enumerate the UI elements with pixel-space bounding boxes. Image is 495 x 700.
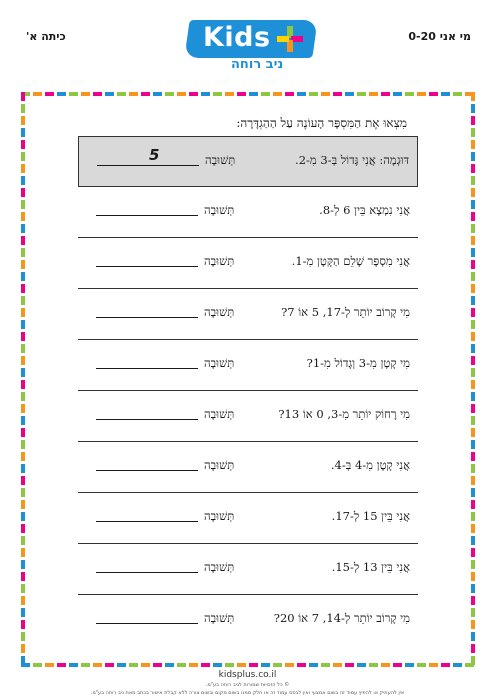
answer-line[interactable]	[96, 572, 198, 573]
answer-line[interactable]	[96, 521, 198, 522]
answer-label: תְּשׁוּבָה	[204, 305, 235, 319]
answer-line[interactable]	[96, 215, 198, 216]
question-text: מִי קָרוֹב יוֹתֵר לְ-17, 5 אוֹ 7?	[281, 305, 410, 319]
answer-label: תְּשׁוּבָה	[204, 458, 235, 472]
question-row	[78, 340, 418, 391]
example-row	[78, 136, 418, 187]
question-text: מִי קָטָן מִ-3 וְגָדוֹל מִ-1?	[306, 356, 410, 370]
answer-label: תְּשׁוּבָה	[204, 203, 235, 217]
answer-label: תְּשׁוּבָה	[204, 509, 235, 523]
logo-subtitle: ניב רוחה	[231, 57, 284, 72]
legal-notice: אין להעתיק או להפיץ עמוד זה בשום אמצעי ואין לבסס עמוד זה או חלק ממנו בשום מקום ובשום צורה ללא קבלת אישור בכתב מאת ניב רוחה בע"מ.	[90, 690, 405, 696]
answer-line[interactable]	[96, 623, 198, 624]
website-link[interactable]: kidsplus.co.il	[218, 670, 277, 680]
logo-brand-text: Kids	[203, 22, 271, 53]
question-text: אֲנִי קָטָן מִ-4 בְּ-4.	[330, 458, 410, 472]
answer-value: 5	[149, 146, 160, 164]
question-row	[78, 595, 418, 646]
instructions: מִצְאוּ אֶת הַמִּסְפָּר הָעוֹנֶה עַל הַהַגְדָּרָה:	[236, 116, 407, 130]
answer-label: תְּשׁוּבָה	[204, 611, 235, 625]
copyright-notice: © כל הזכויות שמורות לניב רוחה בע"מ.	[205, 682, 290, 688]
answer-label: תְּשׁוּבָה	[204, 356, 235, 370]
question-text: דּוּגְמָה: אֲנִי גָּדוֹל בְּ-3 מִ-2.	[295, 153, 409, 167]
kids-plus-logo	[187, 20, 315, 72]
answer-line[interactable]	[96, 470, 198, 471]
question-row	[78, 442, 418, 493]
question-text: אֲנִי נִמְצָא בֵּין 6 לְ-8.	[319, 203, 410, 217]
frame-top-edge	[21, 92, 475, 96]
question-text: אֲנִי בֵּין 15 לְ-17.	[331, 509, 410, 523]
answer-label: תְּשׁוּבָה	[204, 560, 235, 574]
plus-icon	[277, 26, 303, 52]
question-text: מִי קָרוֹב יוֹתֵר לְ-14, 7 אוֹ 20?	[273, 611, 410, 625]
question-row	[78, 544, 418, 595]
question-row	[78, 187, 418, 238]
answer-line[interactable]	[96, 317, 198, 318]
answer-line	[97, 165, 199, 166]
worksheet-title: מי אני 0-20	[408, 30, 471, 43]
question-list	[78, 136, 418, 646]
answer-label: תְּשׁוּבָה	[205, 153, 236, 167]
frame-bottom-edge	[21, 663, 475, 667]
grade-label: כיתה א'	[26, 30, 66, 43]
question-row	[78, 238, 418, 289]
frame-right-edge	[471, 92, 475, 667]
answer-label: תְּשׁוּבָה	[204, 407, 235, 421]
question-text: אֲנִי מִסְפָּר שָׁלֵם הַקָּטָן מִ-1.	[291, 254, 410, 268]
answer-line[interactable]	[96, 266, 198, 267]
frame-left-edge	[21, 92, 25, 667]
question-text: מִי רָחוֹק יוֹתֵר מִ-3, 0 אוֹ 13?	[278, 407, 410, 421]
answer-line[interactable]	[96, 419, 198, 420]
question-text: אֲנִי בֵּין 13 לְ-15.	[331, 560, 410, 574]
answer-line[interactable]	[96, 368, 198, 369]
question-row	[78, 391, 418, 442]
question-row	[78, 289, 418, 340]
question-row	[78, 493, 418, 544]
answer-label: תְּשׁוּבָה	[204, 254, 235, 268]
